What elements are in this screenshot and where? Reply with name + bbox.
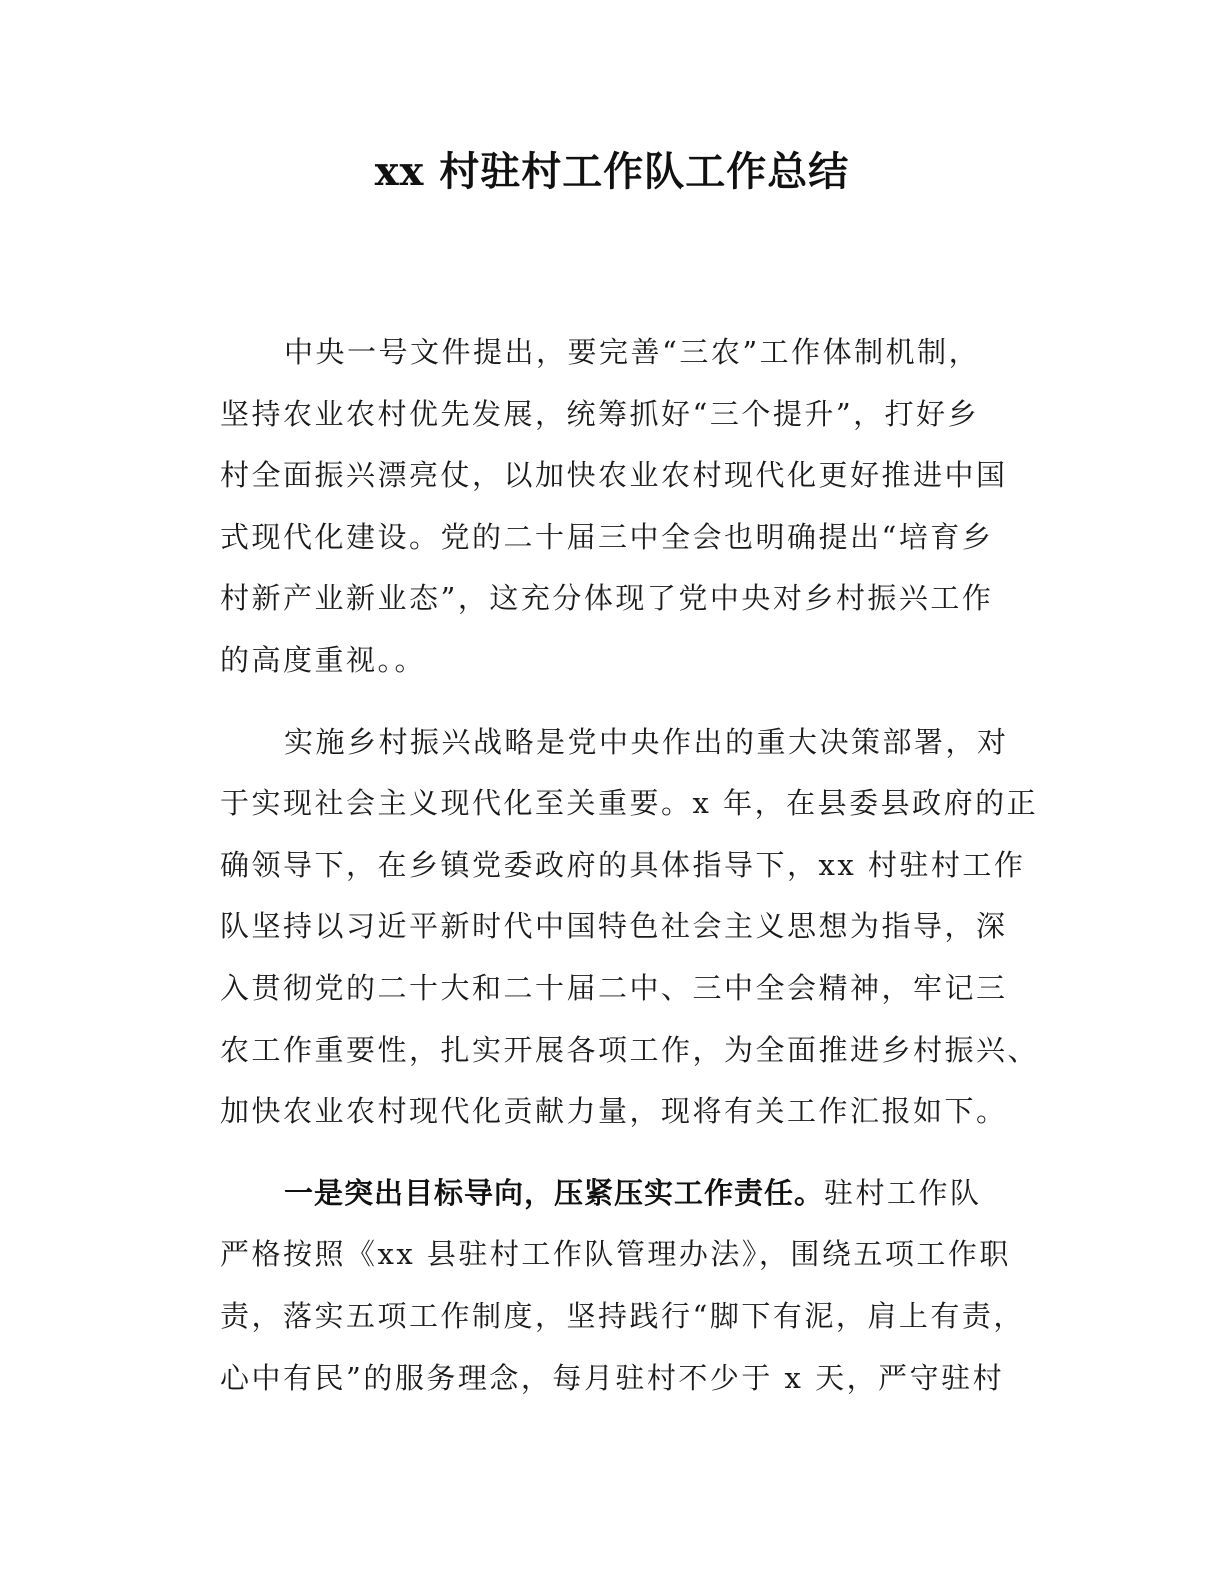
paragraph-line: 的高度重视。。 — [220, 642, 427, 677]
paragraph-line: 实施乡村振兴战略是党中央作出的重大决策部署，对 — [284, 724, 1009, 759]
paragraph-line: 式现代化建设。党的二十届三中全会也明确提出“培育乡 — [220, 519, 994, 554]
paragraph-line: 于实现社会主义现代化至关重要。x 年，在县委县政府的正 — [220, 786, 1039, 821]
paragraph-line: 村新产业新业态”，这充分体现了党中央对乡村振兴工作 — [220, 581, 994, 616]
paragraph-line: 心中有民”的服务理念，每月驻村不少于 x 天，严守驻村 — [220, 1360, 1005, 1395]
paragraph-lead-heading: 一是突出目标导向，压紧压实工作责任。 — [284, 1175, 825, 1210]
paragraph-lead-rest: 驻村工作队 — [824, 1175, 982, 1210]
paragraph-line: 严格按照《xx 县驻村工作队管理办法》，围绕五项工作职 — [220, 1237, 1011, 1272]
document-body — [220, 322, 1040, 1429]
paragraph-line: 农工作重要性，扎实开展各项工作，为全面推进乡村振兴、 — [220, 1032, 1040, 1067]
paragraph-first-line — [220, 1163, 1020, 1225]
paragraph-line: 责，落实五项工作制度，坚持践行“脚下有泥，肩上有责， — [220, 1298, 1025, 1333]
paragraph-line: 坚持农业农村优先发展，统筹抓好“三个提升”，打好乡 — [220, 396, 980, 431]
paragraph-3 — [220, 1163, 1025, 1409]
paragraph-line: 队坚持以习近平新时代中国特色社会主义思想为指导，深 — [220, 909, 1008, 944]
paragraph-line: 入贯彻党的二十大和二十届二中、三中全会精神，牢记三 — [220, 970, 1008, 1005]
paragraph-2 — [220, 712, 1040, 1143]
document-title: xx 村驻村工作队工作总结 — [374, 148, 850, 195]
paragraph-line: 确领导下，在乡镇党委政府的具体指导下，xx 村驻村工作 — [220, 847, 1026, 882]
paragraph-1 — [220, 322, 1020, 692]
paragraph-line: 村全面振兴漂亮仗，以加快农业农村现代化更好推进中国 — [220, 458, 1008, 493]
paragraph-line: 加快农业农村现代化贡献力量，现将有关工作汇报如下。 — [220, 1094, 1008, 1129]
paragraph-line: 中央一号文件提出，要完善“三农”工作体制机制， — [284, 335, 981, 369]
